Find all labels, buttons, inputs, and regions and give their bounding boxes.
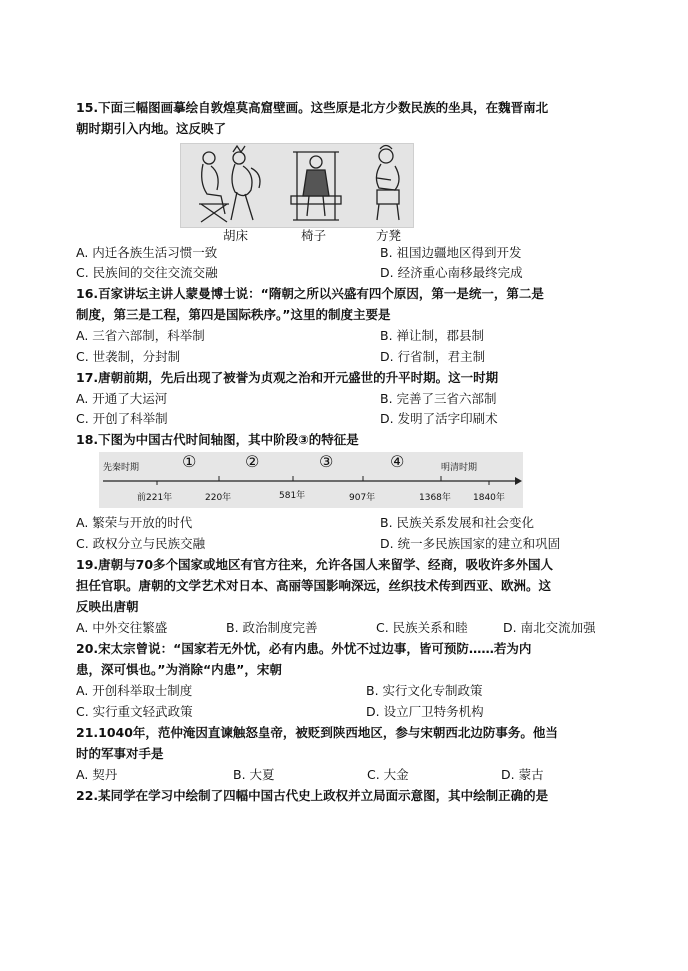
timeline-tick-label: 581年 bbox=[279, 491, 306, 501]
timeline-stage-4: ④ bbox=[390, 452, 405, 471]
caption-chair: 椅子 bbox=[301, 228, 327, 243]
q16-option-a[interactable]: A. 三省六部制，科举制 bbox=[76, 328, 205, 343]
timeline-tick-label: 前221年 bbox=[137, 493, 173, 503]
q19-stem-line1: 19.唐朝与70多个国家或地区有官方往来，允许各国人来留学、经商，吸收许多外国人 bbox=[76, 557, 554, 572]
q17-stem-line1: 17.唐朝前期，先后出现了被誉为贞观之治和开元盛世的升平时期。这一时期 bbox=[76, 370, 499, 385]
q21-option-a[interactable]: A. 契丹 bbox=[76, 767, 118, 782]
q15-option-c[interactable]: C. 民族间的交往交流交融 bbox=[76, 265, 218, 280]
q19-stem-line2: 担任官职。唐朝的文学艺术对日本、高丽等国影响深远，丝织技术传到西亚、欧洲。这 bbox=[76, 578, 552, 593]
q19-option-c[interactable]: C. 民族关系和睦 bbox=[376, 620, 468, 635]
q18-option-d[interactable]: D. 统一多民族国家的建立和巩固 bbox=[380, 536, 561, 551]
q19-option-d[interactable]: D. 南北交流加强 bbox=[503, 620, 596, 635]
q19-stem-line3: 反映出唐朝 bbox=[76, 599, 139, 614]
caption-stool: 方凳 bbox=[376, 228, 402, 243]
q20-option-a[interactable]: A. 开创科举取士制度 bbox=[76, 683, 193, 698]
q20-stem-line1: 20.宋太宗曾说：“国家若无外忧，必有内患。外忧不过边事，皆可预防……若为内 bbox=[76, 641, 532, 656]
timeline-tick-label: 907年 bbox=[349, 493, 376, 503]
q19-option-b[interactable]: B. 政治制度完善 bbox=[226, 620, 318, 635]
q15-stem-line1: 15.下面三幅图画摹绘自敦煌莫高窟壁画。这些原是北方少数民族的坐具，在魏晋南北 bbox=[76, 100, 549, 115]
q16-option-c[interactable]: C. 世袭制，分封制 bbox=[76, 349, 181, 364]
q15-option-a[interactable]: A. 内迁各族生活习惯一致 bbox=[76, 245, 218, 260]
q21-option-d[interactable]: D. 蒙古 bbox=[501, 767, 544, 782]
q21-stem-line2: 时的军事对手是 bbox=[76, 746, 164, 761]
q21-option-c[interactable]: C. 大金 bbox=[367, 767, 409, 782]
q17-option-a[interactable]: A. 开通了大运河 bbox=[76, 391, 168, 406]
q16-stem-line1: 16.百家讲坛主讲人蒙曼博士说：“隋朝之所以兴盛有四个原因，第一是统一，第二是 bbox=[76, 286, 544, 301]
timeline-right-label: 明清时期 bbox=[441, 463, 478, 473]
q15-stem-line2: 朝时期引入内地。这反映了 bbox=[76, 121, 227, 136]
q18-stem-line1: 18.下图为中国古代时间轴图，其中阶段③的特征是 bbox=[76, 432, 359, 447]
q20-option-b[interactable]: B. 实行文化专制政策 bbox=[366, 683, 483, 698]
timeline-tick-label: 220年 bbox=[205, 493, 232, 503]
caption-hu-chuang: 胡床 bbox=[223, 228, 249, 243]
q16-stem-line2: 制度，第三是工程，第四是国际秩序。”这里的制度主要是 bbox=[76, 307, 391, 322]
timeline-stage-2: ② bbox=[245, 452, 260, 471]
q17-option-c[interactable]: C. 开创了科举制 bbox=[76, 411, 168, 426]
q18-option-c[interactable]: C. 政权分立与民族交融 bbox=[76, 536, 206, 551]
q20-option-c[interactable]: C. 实行重文轻武政策 bbox=[76, 704, 193, 719]
timeline-left-label: 先秦时期 bbox=[103, 463, 140, 473]
murals-drawing bbox=[181, 144, 413, 227]
q18-option-a[interactable]: A. 繁荣与开放的时代 bbox=[76, 515, 193, 530]
q21-stem-line1: 21.1040年，范仲淹因直谏触怒皇帝，被贬到陕西地区，参与宋朝西北边防事务。他当 bbox=[76, 725, 558, 740]
q17-option-b[interactable]: B. 完善了三省六部制 bbox=[380, 391, 497, 406]
q15-option-b[interactable]: B. 祖国边疆地区得到开发 bbox=[380, 245, 522, 260]
q22-stem-line1: 22.某同学在学习中绘制了四幅中国古代史上政权并立局面示意图，其中绘制正确的是 bbox=[76, 788, 549, 803]
q16-option-d[interactable]: D. 行省制，君主制 bbox=[380, 349, 486, 364]
q15-option-d[interactable]: D. 经济重心南移最终完成 bbox=[380, 265, 523, 280]
timeline-tick-label: 1368年 bbox=[419, 493, 451, 503]
q18-option-b[interactable]: B. 民族关系发展和社会变化 bbox=[380, 515, 535, 530]
q20-stem-line2: 患，深可惧也。”为消除“内患”，宋朝 bbox=[76, 662, 282, 677]
timeline-stage-1: ① bbox=[182, 452, 197, 471]
timeline-tick-label: 1840年 bbox=[473, 493, 505, 503]
q19-option-a[interactable]: A. 中外交往繁盛 bbox=[76, 620, 168, 635]
q17-option-d[interactable]: D. 发明了活字印刷术 bbox=[380, 411, 498, 426]
q20-option-d[interactable]: D. 设立厂卫特务机构 bbox=[366, 704, 484, 719]
history-timeline bbox=[99, 452, 523, 508]
timeline-stage-3: ③ bbox=[319, 452, 334, 471]
q16-option-b[interactable]: B. 禅让制，郡县制 bbox=[380, 328, 485, 343]
dunhuang-murals-image bbox=[180, 143, 414, 228]
q21-option-b[interactable]: B. 大夏 bbox=[233, 767, 275, 782]
